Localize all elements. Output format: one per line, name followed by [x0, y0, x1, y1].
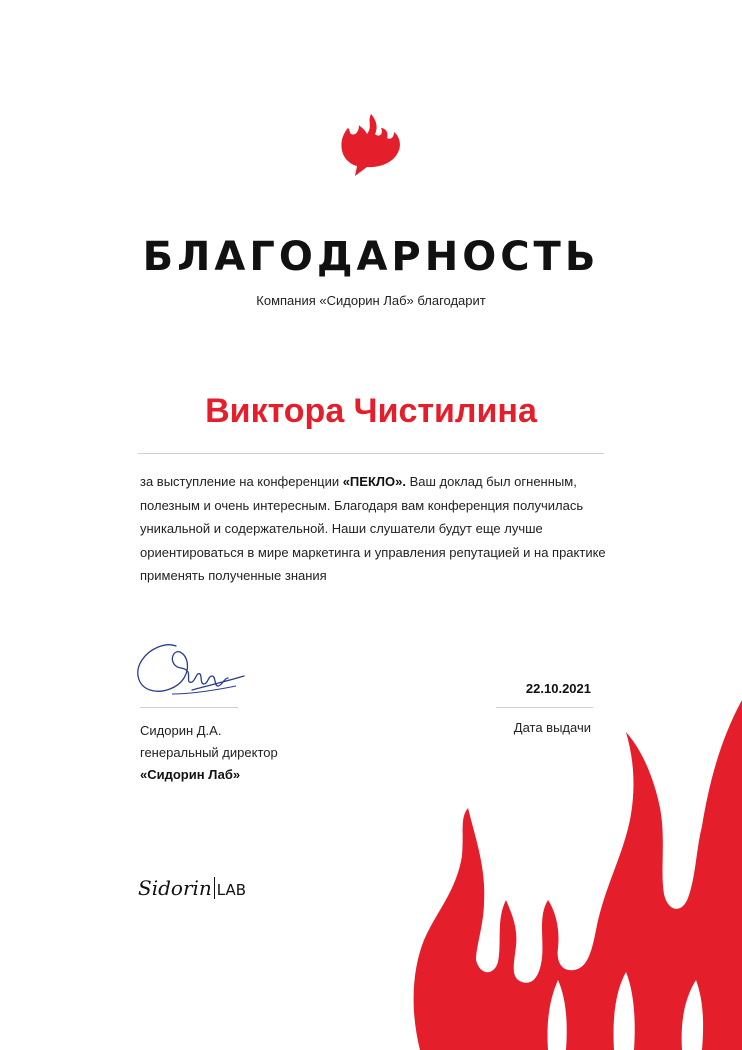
conference-name: «ПЕКЛО». — [342, 474, 406, 489]
brand-lab: LAB — [216, 881, 247, 899]
signer-company: «Сидорин Лаб» — [140, 767, 241, 782]
issue-date-label: Дата выдачи — [513, 720, 591, 735]
brand-logo — [138, 876, 246, 900]
certificate-subtitle: Компания «Сидорин Лаб» благодарит — [256, 293, 486, 308]
fire-logo-icon — [337, 112, 405, 178]
certificate-title: БЛАГОДАРНОСТЬ — [142, 234, 600, 280]
body-rest: Ваш доклад был огненным, полезным и очень интересным. Благодаря вам конференция получилась уникальной и содержательной. Наши слушатели будут еще лучше ориентироваться в мире маркетинга и управления репутацией и на практике применять полученные знания — [140, 474, 606, 583]
recipient-name: Виктора Чистилина — [205, 392, 537, 430]
signer-position: генеральный директор — [140, 745, 278, 760]
signer-block — [140, 720, 278, 786]
body-prefix: за выступление на конференции — [140, 474, 343, 489]
brand-separator — [214, 877, 215, 899]
issue-date: 22.10.2021 — [525, 681, 591, 696]
signer-name: Сидорин Д.А. — [140, 723, 222, 738]
signature-line — [140, 707, 238, 708]
flames-decoration-icon — [398, 680, 742, 1050]
signature-icon — [132, 640, 248, 702]
brand-script: Sidorin — [138, 876, 212, 900]
certificate-body — [140, 470, 610, 588]
divider — [138, 453, 604, 454]
